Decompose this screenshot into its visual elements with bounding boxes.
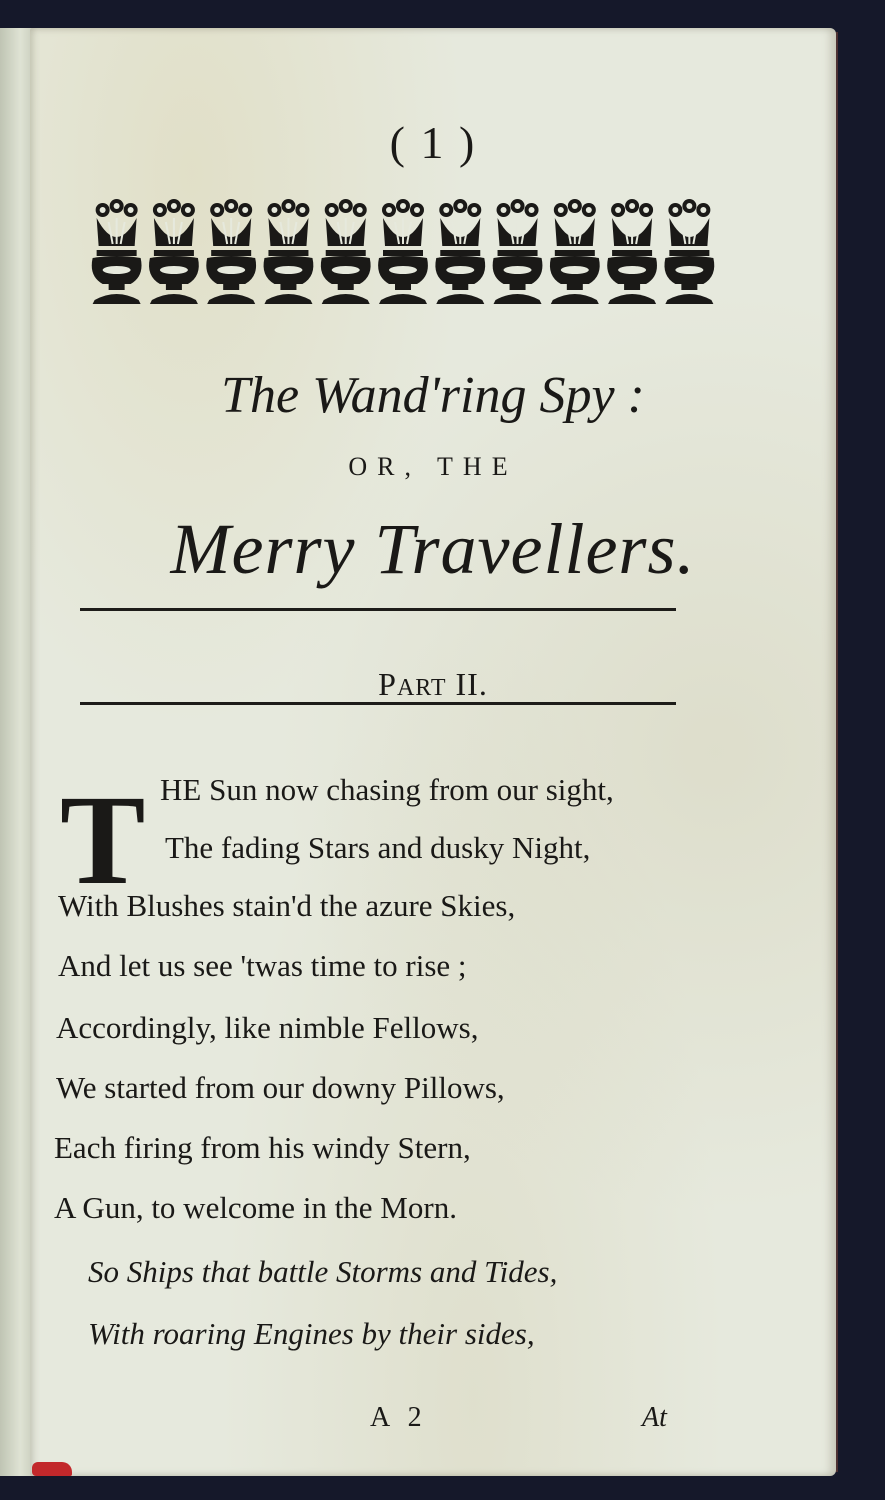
title-connector: OR, THE [348,452,518,481]
part-heading-rest: ART [396,675,447,701]
flower-vase-icon [550,199,600,304]
signature-mark: A 2 [370,1402,428,1433]
verse-line: A Gun, to welcome in the Morn. [54,1190,457,1225]
drop-cap: T [60,769,146,911]
verse-line: The fading Stars and dusky Night, [165,830,591,865]
verse-line: Accordingly, like nimble Fellows, [56,1010,479,1045]
flower-vase-icon [493,199,543,304]
part-heading-numeral: II. [446,666,488,702]
part-heading [30,666,836,703]
bottom-rule [80,702,676,705]
flower-vase-icon [664,199,714,304]
verse-line: And let us see 'twas time to rise ; [58,948,467,983]
verse-line: HE Sun now chasing from our sight, [160,772,614,807]
flower-vase-icon [149,199,199,304]
page-subtitle: Merry Travellers. [170,509,696,589]
catchword: At [642,1402,667,1433]
flower-vase-icon [92,199,142,304]
book-page [30,28,836,1476]
top-rule [80,608,676,611]
flower-vase-icon [435,199,485,304]
verse-line: We started from our downy Pillows, [56,1070,505,1105]
verse-line-italic: With roaring Engines by their sides, [88,1316,535,1351]
flower-vase-icon [321,199,371,304]
verse-line-italic: So Ships that battle Storms and Tides, [88,1254,558,1289]
verse-line: With Blushes stain'd the azure Skies, [58,888,516,923]
verse-line: Each firing from his windy Stern, [54,1130,471,1165]
flower-vase-icon [378,199,428,304]
flower-vase-icon [264,199,314,304]
part-heading-first: P [378,666,397,702]
flower-vase-icon [607,199,657,304]
flower-vase-border-icon [88,196,718,308]
red-stain [32,1462,72,1476]
flower-vase-icon [206,199,256,304]
page-number: ( 1 ) [389,117,477,168]
page-title: The Wand'ring Spy : [221,367,645,424]
